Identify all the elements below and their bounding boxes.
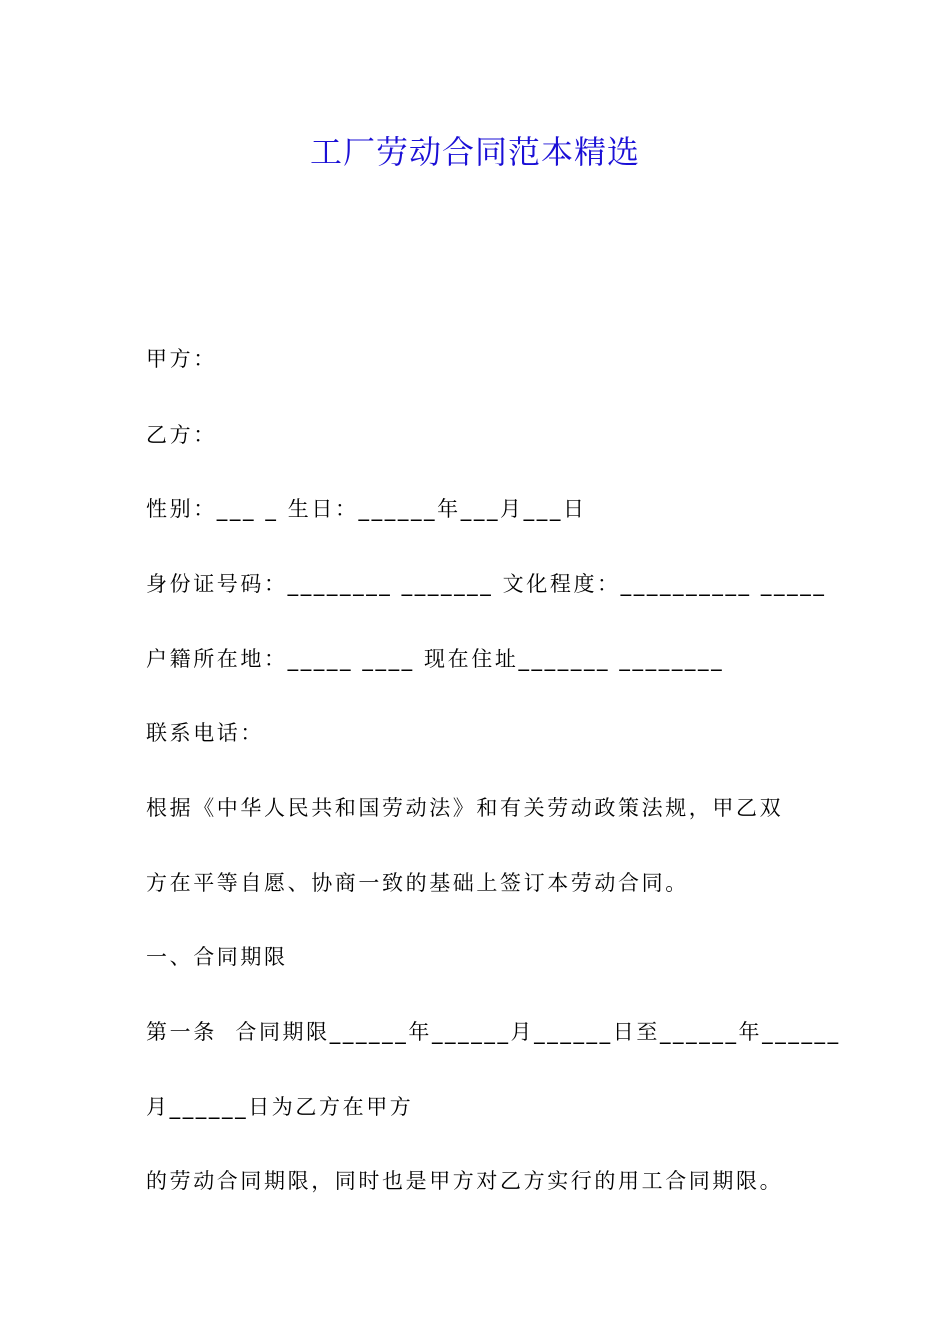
article-one-line-2: 月______日为乙方在甲方 xyxy=(146,1095,414,1119)
section-heading-contract-term: 一、合同期限 xyxy=(146,945,288,969)
article-one-line-1: 第一条 合同期限______年______月______日至______年______ xyxy=(146,1020,841,1044)
party-b-line: 乙方： xyxy=(146,423,217,447)
preamble-line-1: 根据《中华人民共和国劳动法》和有关劳动政策法规，甲乙双 xyxy=(146,796,784,820)
id-education-line: 身份证号码：________ _______ 文化程度：__________ _____ xyxy=(146,572,827,596)
preamble-line-2: 方在平等自愿、协商一致的基础上签订本劳动合同。 xyxy=(146,871,689,895)
household-address-line: 户籍所在地：_____ ____ 现在住址_______ ________ xyxy=(146,647,725,671)
phone-line: 联系电话： xyxy=(146,721,264,745)
party-a-line: 甲方： xyxy=(146,347,217,371)
article-one-line-3: 的劳动合同期限，同时也是甲方对乙方实行的用工合同期限。 xyxy=(146,1169,784,1193)
gender-birthday-line: 性别：___ _ 生日：______年___月___日 xyxy=(146,497,587,521)
document-title: 工厂劳动合同范本精选 xyxy=(309,133,640,171)
